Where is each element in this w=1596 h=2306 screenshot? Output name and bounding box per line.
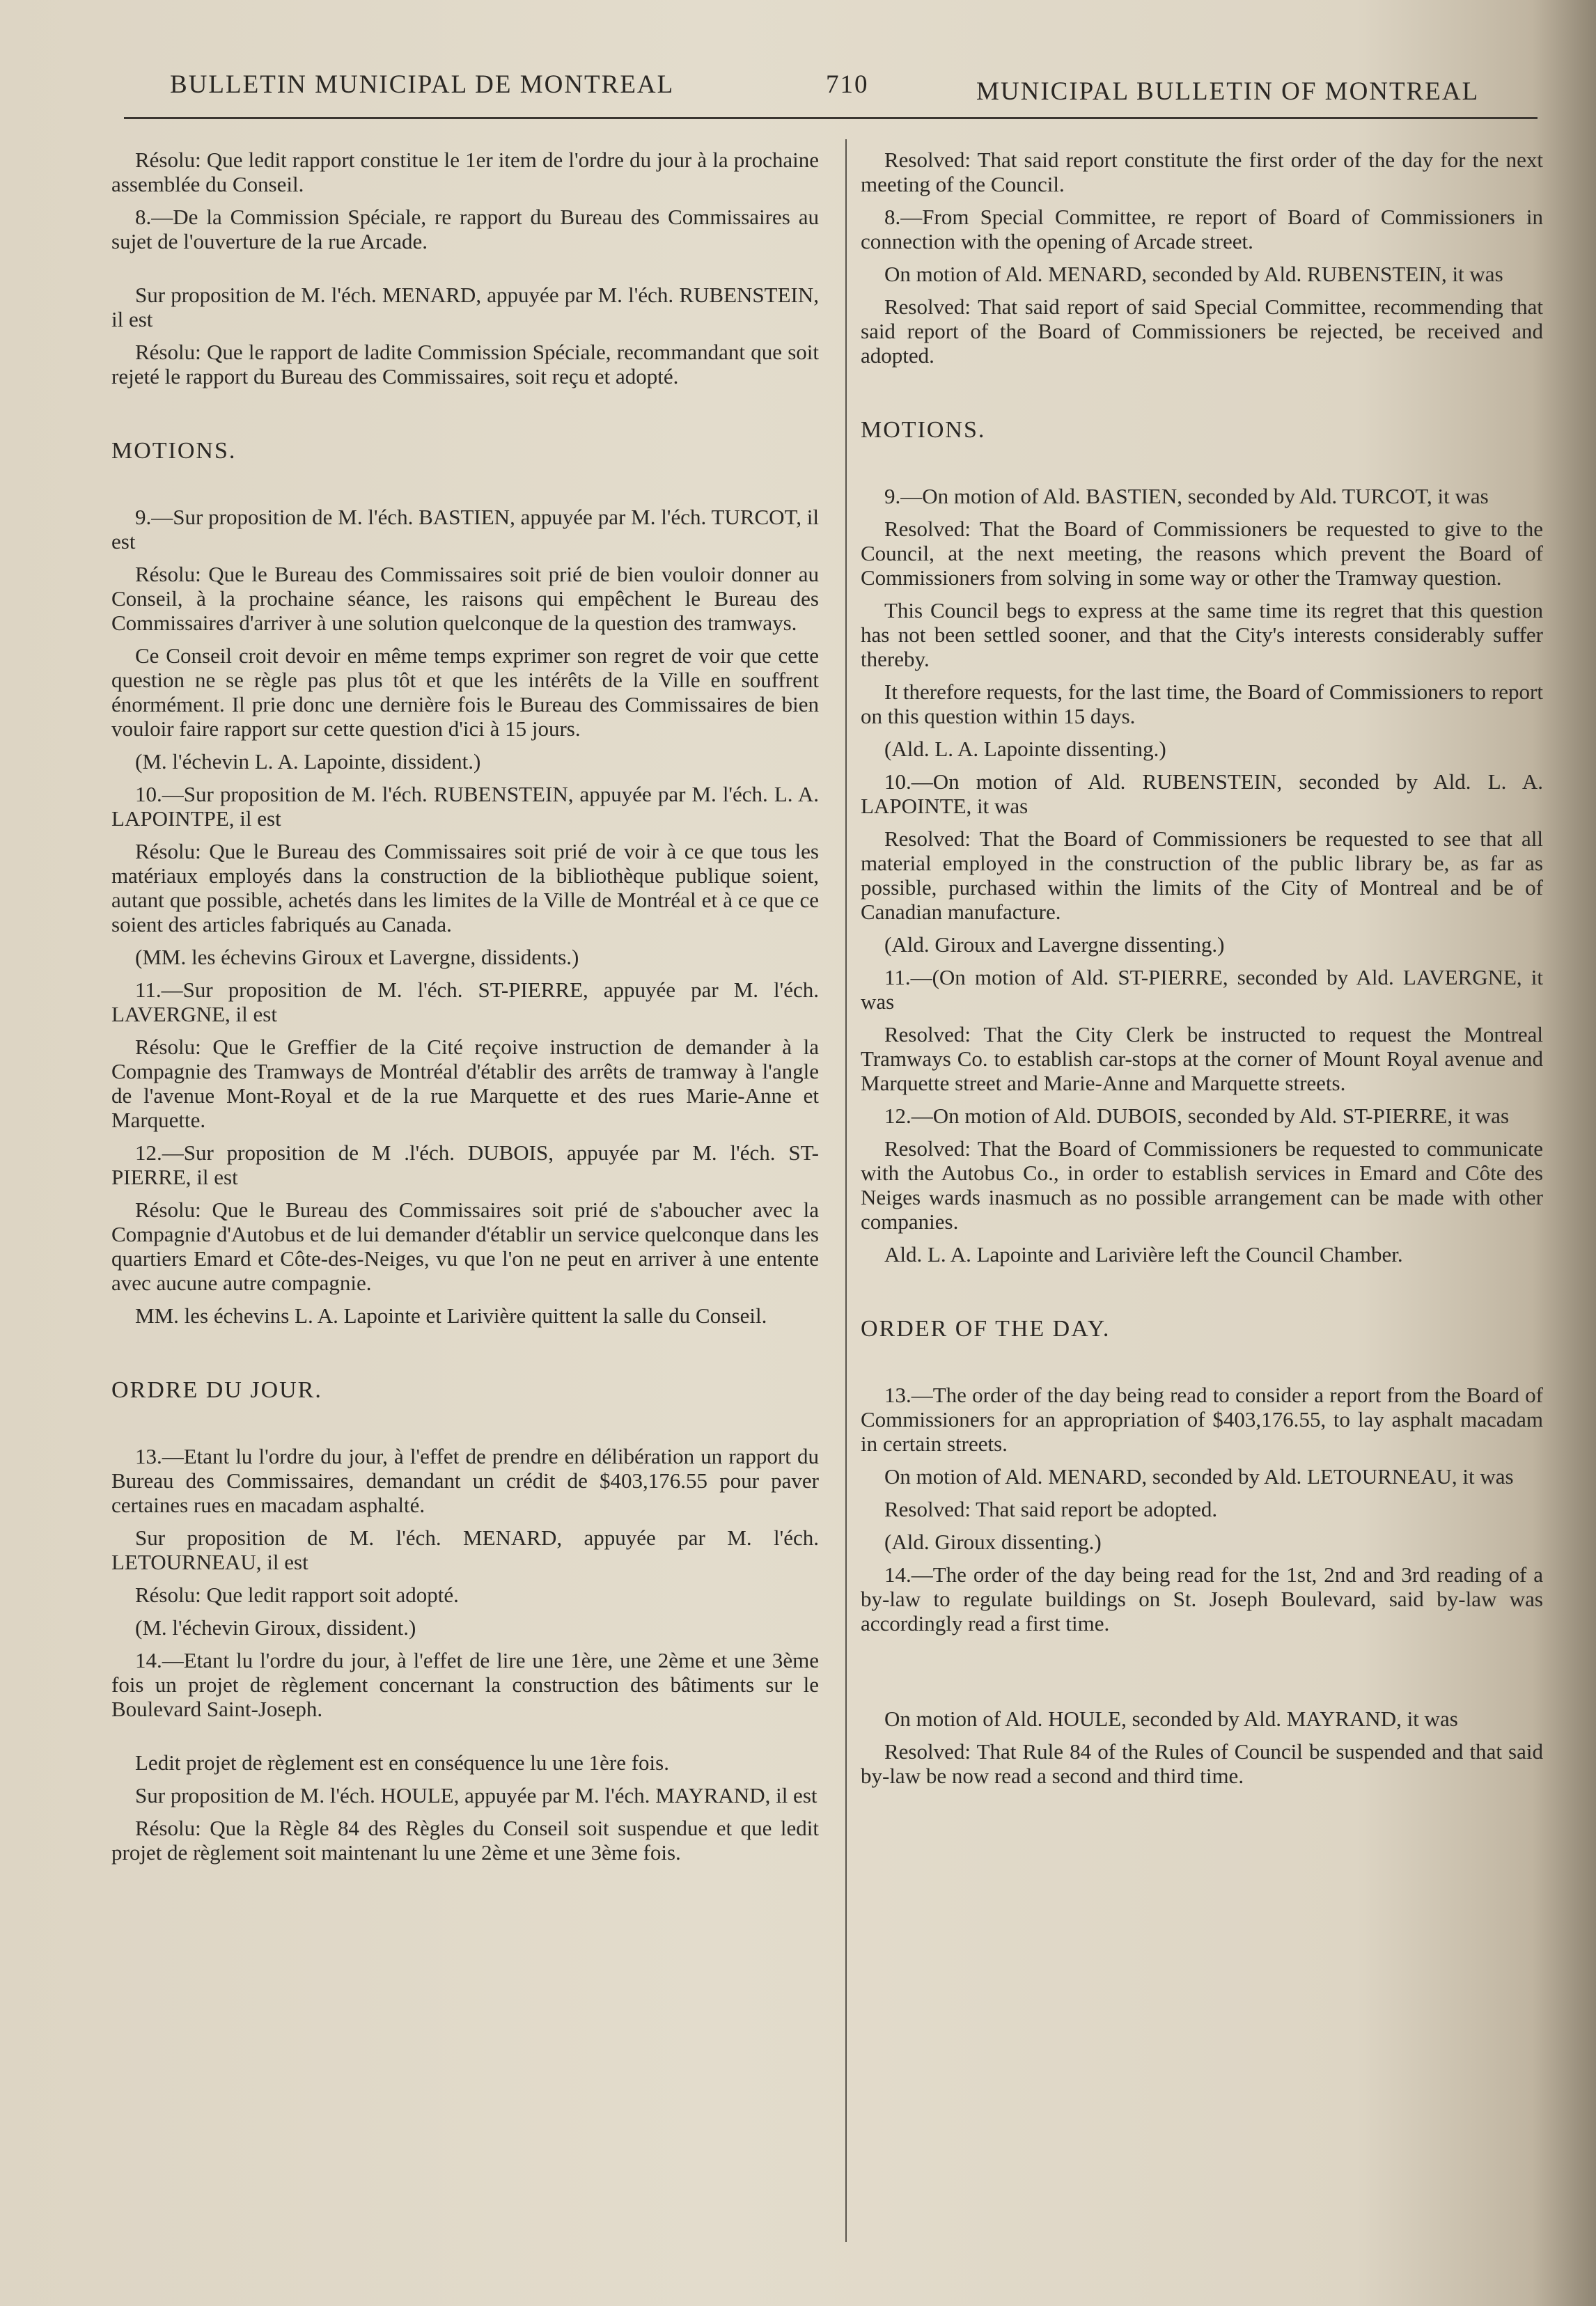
paragraph: Résolu: Que le rapport de ladite Commission Spéciale, recommandant que soit rejeté le rapport du Bureau des Commissaires, soit reçu et adopté. [111, 340, 819, 389]
paragraph: Sur proposition de M. l'éch. MENARD, appuyée par M. l'éch. LETOURNEAU, il est [111, 1525, 819, 1574]
section-heading: ORDER OF THE DAY. [861, 1316, 1111, 1342]
spacer [111, 397, 819, 439]
paragraph: (Ald. Giroux and Lavergne dissenting.) [884, 932, 1225, 957]
paragraph: Resolved: That the Board of Commissioners be requested to give to the Council, at the next meeting, the reasons which prevent the Board of Commissioners from solving in some way or other the Tramway question. [861, 517, 1543, 590]
paragraph: 11.—Sur proposition de M. l'éch. ST-PIERRE, appuyée par M. l'éch. LAVERGNE, il est [111, 978, 819, 1026]
page-number: 710 [826, 70, 869, 99]
page-header [0, 64, 1596, 113]
paragraph: 13.—The order of the day being read to consider a report from the Board of Commissioners for an appropriation of $403,176.55, to lay asphalt macadam in certain streets. [861, 1383, 1543, 1456]
paragraph: 14.—The order of the day being read for the 1st, 2nd and 3rd reading of a by-law to regulate buildings on St. Joseph Boulevard, said by-law was accordingly read a first time. [861, 1562, 1543, 1636]
spacer [111, 262, 819, 283]
header-title-english: MUNICIPAL BULLETIN OF MONTREAL [976, 77, 1480, 106]
paragraph: Resolved: That the Board of Commissioners be requested to communicate with the Autobus Co., in order to establish services in Emard and Côte des Neiges wards inasmuch as no possible arrangement can be made with other companies. [861, 1136, 1543, 1234]
paragraph: Resolved: That the City Clerk be instructed to request the Montreal Tramways Co. to establish car-stops at the corner of Mount Royal avenue and Marquette street and Marie-Anne and Marquette streets. [861, 1022, 1543, 1095]
spacer [111, 463, 819, 505]
spacer [861, 376, 1543, 418]
paragraph: 10.—On motion of Ald. RUBENSTEIN, seconded by Ald. L. A. LAPOINTE, it was [861, 769, 1543, 818]
header-rule [124, 117, 1538, 119]
paragraph: (M. l'échevin L. A. Lapointe, dissident.) [135, 749, 481, 774]
paragraph: (Ald. L. A. Lapointe dissenting.) [884, 737, 1166, 761]
paragraph: 9.—On motion of Ald. BASTIEN, seconded by Ald. TURCOT, it was [884, 484, 1489, 508]
paragraph: Sur proposition de M. l'éch. HOULE, appuyée par M. l'éch. MAYRAND, il est [135, 1783, 817, 1807]
paragraph: Résolu: Que la Règle 84 des Règles du Conseil soit suspendue et que ledit projet de règlement soit maintenant lu une 2ème et une 3ème fois. [111, 1816, 819, 1865]
spacer [861, 1341, 1543, 1383]
paragraph: Resolved: That said report be adopted. [884, 1497, 1218, 1521]
english-column [861, 148, 1543, 1796]
paragraph: On motion of Ald. MENARD, seconded by Ald. LETOURNEAU, it was [884, 1464, 1514, 1489]
paragraph: Ce Conseil croit devoir en même temps exprimer son regret de voir que cette question ne se règle pas plus tôt et que les intérêts de la Ville en souffrent énormément. Il prie donc une dernière fois le Bureau des Commissaires de bien vouloir faire rapport sur cette question d'ici à 15 jours. [111, 643, 819, 741]
paragraph: Résolu: Que le Bureau des Commissaires soit prié de bien vouloir donner au Conseil, à la prochaine séance, les raisons qui empêchent le Bureau des Commissaires d'arriver à une solution quelconque de la question des tramways. [111, 562, 819, 635]
paragraph: Resolved: That said report constitute the first order of the day for the next meeting of the Council. [861, 148, 1543, 196]
french-column [111, 148, 819, 1873]
spacer [861, 1644, 1543, 1707]
paragraph: (M. l'échevin Giroux, dissident.) [135, 1615, 416, 1640]
paragraph: Résolu: Que le Bureau des Commissaires soit prié de voir à ce que tous les matériaux employés dans la construction de la bibliothèque publique soient, autant que possible, achetés dans les limites de la Ville de Montréal et à ce que ce soient des articles fabriqués au Canada. [111, 839, 819, 936]
paragraph: 11.—(On motion of Ald. ST-PIERRE, seconded by Ald. LAVERGNE, it was [861, 965, 1543, 1014]
paragraph: 8.—From Special Committee, re report of Board of Commissioners in connection with the opening of Arcade street. [861, 205, 1543, 253]
section-heading: ORDRE DU JOUR. [111, 1377, 322, 1403]
column-divider [845, 139, 847, 2242]
paragraph: 12.—Sur proposition de M .l'éch. DUBOIS, appuyée par M. l'éch. ST-PIERRE, il est [111, 1140, 819, 1189]
paragraph: Résolu: Que ledit rapport soit adopté. [135, 1583, 459, 1607]
paragraph: This Council begs to express at the same time its regret that this question has not been settled sooner, and that the City's interests considerably suffer thereby. [861, 598, 1543, 671]
spacer [861, 442, 1543, 484]
spacer [111, 1730, 819, 1750]
paragraph: 8.—De la Commission Spéciale, re rapport du Bureau des Commissaires au sujet de l'ouverture de la rue Arcade. [111, 205, 819, 253]
header-title-french: BULLETIN MUNICIPAL DE MONTREAL [170, 70, 675, 99]
paragraph: 9.—Sur proposition de M. l'éch. BASTIEN, appuyée par M. l'éch. TURCOT, il est [111, 505, 819, 554]
paragraph: Resolved: That the Board of Commissioners be requested to see that all material employed in the construction of the public library be, as far as possible, purchased within the limits of the City of Montreal and be of Canadian manufacture. [861, 826, 1543, 924]
paragraph: It therefore requests, for the last time, the Board of Commissioners to report on this question within 15 days. [861, 680, 1543, 728]
paragraph: (Ald. Giroux dissenting.) [884, 1530, 1102, 1554]
paragraph: Résolu: Que ledit rapport constitue le 1er item de l'ordre du jour à la prochaine assemblée du Conseil. [111, 148, 819, 196]
paragraph: 10.—Sur proposition de M. l'éch. RUBENSTEIN, appuyée par M. l'éch. L. A. LAPOINTPE, il est [111, 782, 819, 831]
paragraph: Résolu: Que le Greffier de la Cité reçoive instruction de demander à la Compagnie des Tramways de Montréal d'établir des arrêts de tramway à l'angle de l'avenue Mont-Royal et de la rue Marquette et des rues Marie-Anne et Marquette. [111, 1035, 819, 1132]
paragraph: 14.—Etant lu l'ordre du jour, à l'effet de lire une 1ère, une 2ème et une 3ème fois un projet de règlement concernant la construction des bâtiments sur le Boulevard Saint-Joseph. [111, 1648, 819, 1721]
paragraph: MM. les échevins L. A. Lapointe et Larivière quittent la salle du Conseil. [135, 1303, 767, 1328]
section-heading: MOTIONS. [111, 438, 237, 464]
spacer [111, 1336, 819, 1378]
paragraph: (MM. les échevins Giroux et Lavergne, dissidents.) [135, 945, 579, 969]
paragraph: On motion of Ald. MENARD, seconded by Ald. RUBENSTEIN, it was [884, 262, 1503, 286]
paragraph: Ledit projet de règlement est en conséquence lu une 1ère fois. [135, 1750, 669, 1775]
paragraph: Résolu: Que le Bureau des Commissaires soit prié de s'aboucher avec la Compagnie d'Autobus et de lui demander d'établir un service quelconque dans les quartiers Emard et Côte-des-Neiges, vu que l'on ne peut en arriver à une entente avec aucune autre compagnie. [111, 1198, 819, 1295]
paragraph: Ald. L. A. Lapointe and Larivière left the Council Chamber. [884, 1242, 1403, 1266]
spacer [111, 1402, 819, 1444]
spacer [861, 1275, 1543, 1317]
paragraph: On motion of Ald. HOULE, seconded by Ald. MAYRAND, it was [884, 1707, 1458, 1731]
paragraph: Sur proposition de M. l'éch. MENARD, appuyée par M. l'éch. RUBENSTEIN, il est [111, 283, 819, 331]
paragraph: 13.—Etant lu l'ordre du jour, à l'effet de prendre en délibération un rapport du Bureau des Commissaires, demandant un crédit de $403,176.55 pour paver certaines rues en macadam asphalté. [111, 1444, 819, 1517]
paragraph: 12.—On motion of Ald. DUBOIS, seconded by Ald. ST-PIERRE, it was [884, 1104, 1510, 1128]
paragraph: Resolved: That Rule 84 of the Rules of Council be suspended and that said by-law be now read a second and third time. [861, 1739, 1543, 1788]
section-heading: MOTIONS. [861, 417, 986, 443]
paragraph: Resolved: That said report of said Special Committee, recommending that said report of the Board of Commissioners be rejected, be received and adopted. [861, 295, 1543, 368]
